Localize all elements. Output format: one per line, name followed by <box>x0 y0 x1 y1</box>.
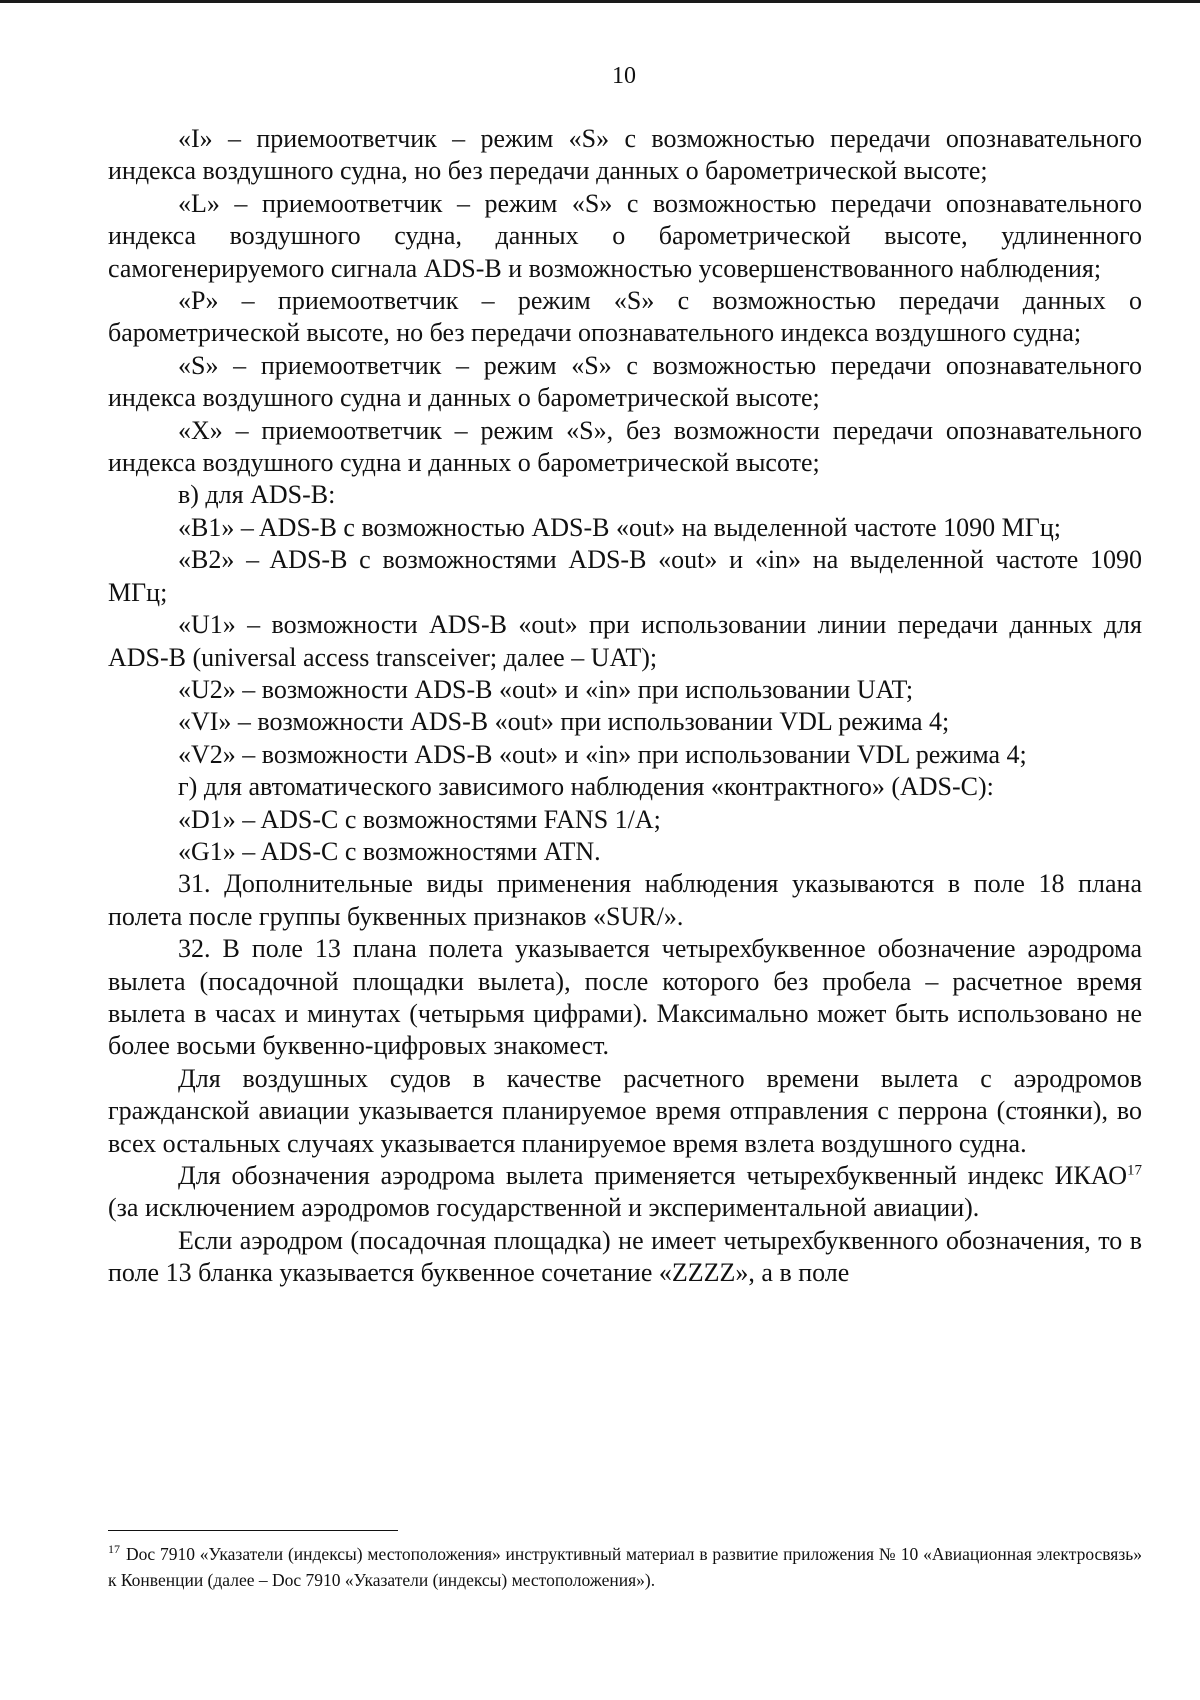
footnote-reference: 17 <box>1127 1162 1142 1179</box>
paragraph-departure-time: Для воздушных судов в качестве расчетного времени вылета с аэродромов гражданской авиации указывается планируемое время отправления с перрона (стоянки), во всех остальных случаях указывается планируемое время взлета воздушного судна. <box>108 1063 1142 1158</box>
paragraph-ads-b-v2: «V2» – возможности ADS-B «out» и «in» при использовании VDL режима 4; <box>178 739 1027 769</box>
paragraph-transponder-i: «I» – приемоответчик – режим «S» с возможностью передачи опознавательного индекса воздушного судна, но без передачи данных о барометрической высоте; <box>108 124 1142 186</box>
paragraph-transponder-l: «L» – приемоответчик – режим «S» с возможностью передачи опознавательного индекса воздушного судна, данных о барометрической высоте, удлиненного самогенерируемого сигнала ADS-B и возможностью усовершенствованного наблюдения; <box>108 188 1142 283</box>
paragraph-ads-c-d1: «D1» – ADS-C с возможностями FANS 1/A; <box>178 804 661 834</box>
paragraph-ads-c-g1: «G1» – ADS-C с возможностями ATN. <box>178 836 601 866</box>
paragraph-item-31: 31. Дополнительные виды применения наблюдения указываются в поле 18 плана полета после группы буквенных признаков «SUR/». <box>108 869 1142 931</box>
paragraph-ads-c-heading: г) для автоматического зависимого наблюдения «контрактного» (ADS-C): <box>178 772 994 802</box>
paragraph-transponder-p: «P» – приемоответчик – режим «S» с возможностью передачи данных о барометрической высоте, но без передачи опознавательного индекса воздушного судна; <box>108 286 1142 348</box>
footnote-separator <box>108 1530 398 1531</box>
paragraph-transponder-s: «S» – приемоответчик – режим «S» с возможностью передачи опознавательного индекса воздушного судна и данных о барометрической высоте; <box>108 350 1142 413</box>
paragraph-ads-b-b2: «B2» – ADS-B с возможностями ADS-B «out» и «in» на выделенной частоте 1090 МГц; <box>108 545 1142 607</box>
paragraph-icao-index <box>108 1160 1142 1225</box>
paragraph-ads-b-u1: «U1» – возможности ADS-B «out» при использовании линии передачи данных для ADS-B (universal access transceiver; далее – UAT); <box>108 610 1142 672</box>
paragraph-zzzz: Если аэродром (посадочная площадка) не имеет четырехбуквенного обозначения, то в поле 13 бланка указывается буквенное сочетание «ZZZZ», а в поле <box>108 1225 1142 1288</box>
paragraph-ads-b-heading: в) для ADS-B: <box>178 480 336 510</box>
icao-text-after: (за исключением аэродромов государственной и экспериментальной авиации). <box>108 1193 980 1223</box>
footnote-text: Doc 7910 «Указатели (индексы) местоположения» инструктивный материал в развитие приложения № 10 «Авиационная электросвязь» к Конвенции (далее – Doc 7910 «Указатели (индексы) местоположения»). <box>108 1544 1142 1590</box>
paragraph-ads-b-v1: «VI» – возможности ADS-B «out» при использовании VDL режима 4; <box>178 707 950 737</box>
footnote-number: 17 <box>108 1542 120 1557</box>
paragraph-ads-b-b1: «B1» – ADS-B с возможностью ADS-B «out» на выделенной частоте 1090 МГц; <box>178 512 1061 542</box>
document-body <box>108 123 1142 1290</box>
paragraph-ads-b-u2: «U2» – возможности ADS-B «out» и «in» при использовании UAT; <box>178 674 914 704</box>
footnote <box>108 1541 1142 1593</box>
paragraph-item-32: 32. В поле 13 плана полета указывается четырехбуквенное обозначение аэродрома вылета (посадочной площадки вылета), после которого без пробела – расчетное время вылета в часах и минутах (четырьмя цифрами). Максимально может быть использовано не более восьми буквенно-цифровых знакомест. <box>108 934 1142 1061</box>
icao-text-before: Для обозначения аэродрома вылета применяется четырехбуквенный индекс ИКАО <box>178 1161 1127 1190</box>
page-number: 10 <box>612 63 636 89</box>
paragraph-transponder-x: «X» – приемоответчик – режим «S», без возможности передачи опознавательного индекса воздушного судна и данных о барометрической высоте; <box>108 415 1142 478</box>
